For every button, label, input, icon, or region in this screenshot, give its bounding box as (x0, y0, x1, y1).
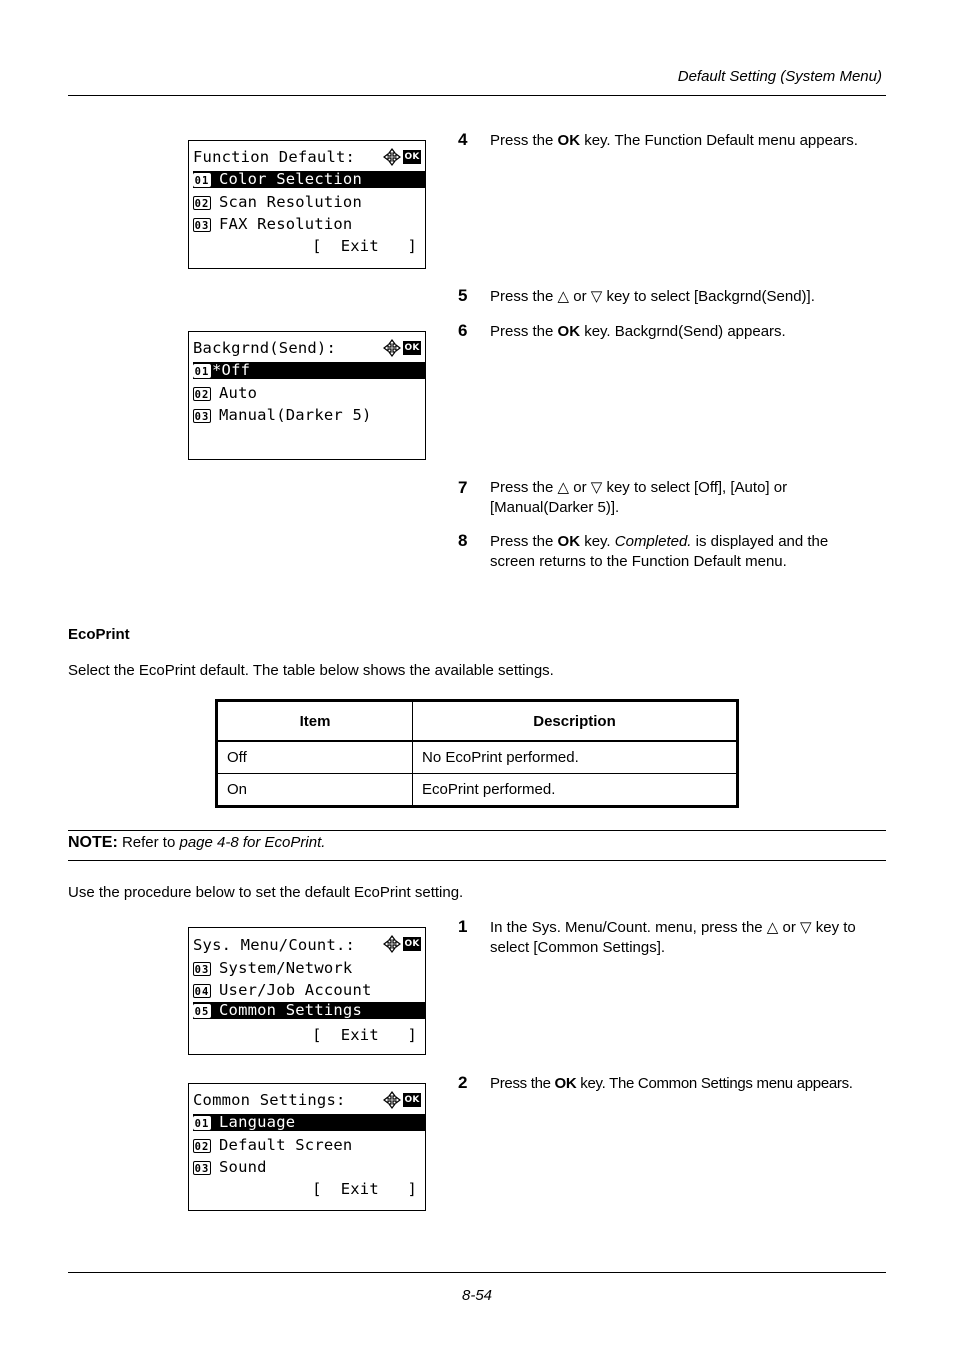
step-number: 2 (458, 1073, 468, 1092)
lcd-function-default (188, 140, 426, 269)
item-number: 01 (194, 1117, 210, 1130)
item-number: 03 (194, 219, 210, 232)
item-number: 01 (194, 174, 210, 187)
lcd-title: Backgrnd(Send): (193, 339, 336, 357)
step-text: Press the △ or ▽ key to select [Backgrnd(Send)]. (490, 288, 815, 305)
step-number: 7 (458, 478, 468, 497)
lcd-item-selected (193, 362, 425, 379)
header-rule (68, 95, 886, 96)
settings-table (215, 699, 739, 808)
step-text: Press the OK key. The Function Default menu appears. (490, 132, 858, 149)
item-number: 01 (194, 365, 210, 378)
note-rule-top (68, 830, 886, 831)
page-number: 8-54 (461, 1287, 493, 1304)
item-label: Default Screen (219, 1136, 353, 1154)
item-number: 02 (194, 1140, 210, 1153)
footer-rule (68, 1272, 886, 1273)
lcd-item (193, 980, 425, 1000)
item-number: 02 (194, 388, 210, 401)
lcd-icons (383, 934, 421, 954)
lcd-common-settings (188, 1083, 426, 1211)
item-label: Sound (219, 1158, 267, 1176)
step-text: Press the OK key. Backgrnd(Send) appears. (490, 323, 786, 340)
four-way-arrow-icon (383, 935, 401, 953)
lcd-exit: [ Exit ] (312, 237, 417, 255)
item-label: *Off (212, 361, 251, 379)
four-way-arrow-icon (383, 339, 401, 357)
lcd-item-selected (193, 1002, 425, 1019)
ok-icon: OK (404, 939, 420, 949)
procedure-intro: Use the procedure below to set the default EcoPrint setting. (68, 884, 464, 901)
item-label: Color Selection (219, 170, 362, 188)
item-label: FAX Resolution (219, 215, 353, 233)
item-number: 05 (194, 1005, 210, 1018)
step-text: Press the OK key. Completed. is displayed and the screen returns to the Function Default menu. (490, 533, 829, 570)
section-intro: Select the EcoPrint default. The table below shows the available settings. (68, 662, 554, 679)
item-label: Auto (219, 384, 258, 402)
lcd-item (193, 405, 425, 425)
step-text: Press the △ or ▽ key to select [Off], [Auto] or [Manual(Darker 5)]. (490, 479, 788, 516)
section-heading: EcoPrint (68, 626, 130, 643)
item-number: 03 (194, 963, 210, 976)
item-number: 03 (194, 1162, 210, 1175)
item-label: Common Settings (219, 1001, 362, 1019)
lcd-icons (383, 1090, 421, 1110)
table-cell: EcoPrint performed. (413, 774, 738, 807)
step-text: Press the OK key. The Common Settings menu appears. (490, 1075, 853, 1092)
lcd-item (193, 1135, 425, 1155)
lcd-item (193, 214, 425, 234)
lcd-item (193, 1157, 425, 1177)
table-cell: Off (217, 741, 413, 774)
step-number: 1 (458, 917, 468, 936)
lcd-title: Common Settings: (193, 1091, 346, 1109)
lcd-item-selected (193, 171, 425, 188)
step-number: 5 (458, 286, 468, 305)
lcd-title: Function Default: (193, 148, 356, 166)
item-label: Scan Resolution (219, 193, 362, 211)
note-reference: page 4-8 for EcoPrint. (179, 834, 326, 851)
lcd-item-selected (193, 1114, 425, 1131)
lcd-item (193, 192, 425, 212)
table-cell: On (217, 774, 413, 807)
lcd-exit: [ Exit ] (312, 1180, 417, 1198)
table-row (217, 774, 738, 807)
step-text: In the Sys. Menu/Count. menu, press the △ or ▽ key to select [Common Settings]. (490, 919, 856, 956)
lcd-exit: [ Exit ] (312, 1026, 417, 1044)
running-header: Default Setting (System Menu) (677, 68, 882, 85)
lcd-backgrnd-send (188, 331, 426, 460)
column-header: Description (413, 701, 738, 742)
item-label: User/Job Account (219, 981, 372, 999)
lcd-title: Sys. Menu/Count.: (193, 936, 356, 954)
four-way-arrow-icon (383, 148, 401, 166)
item-label: Language (219, 1113, 296, 1131)
four-way-arrow-icon (383, 1091, 401, 1109)
table-header-row (217, 701, 738, 742)
note-label: NOTE: (68, 834, 118, 851)
item-label: Manual(Darker 5) (219, 406, 372, 424)
step-number: 8 (458, 531, 468, 550)
step-number: 6 (458, 321, 468, 340)
table-row (217, 741, 738, 774)
step-number: 4 (458, 130, 468, 149)
lcd-icons (383, 147, 421, 167)
item-number: 04 (194, 985, 210, 998)
column-header: Item (217, 701, 413, 742)
lcd-item (193, 383, 425, 403)
lcd-item (193, 958, 425, 978)
item-number: 02 (194, 197, 210, 210)
lcd-sys-menu (188, 927, 426, 1055)
note: NOTE: Refer to page 4-8 for EcoPrint. (68, 834, 326, 851)
item-number: 03 (194, 410, 210, 423)
item-label: System/Network (219, 959, 353, 977)
ok-icon: OK (404, 152, 420, 162)
note-rule-bottom (68, 860, 886, 861)
table-cell: No EcoPrint performed. (413, 741, 738, 774)
lcd-icons (383, 338, 421, 358)
ok-icon: OK (404, 343, 420, 353)
ok-icon: OK (404, 1095, 420, 1105)
